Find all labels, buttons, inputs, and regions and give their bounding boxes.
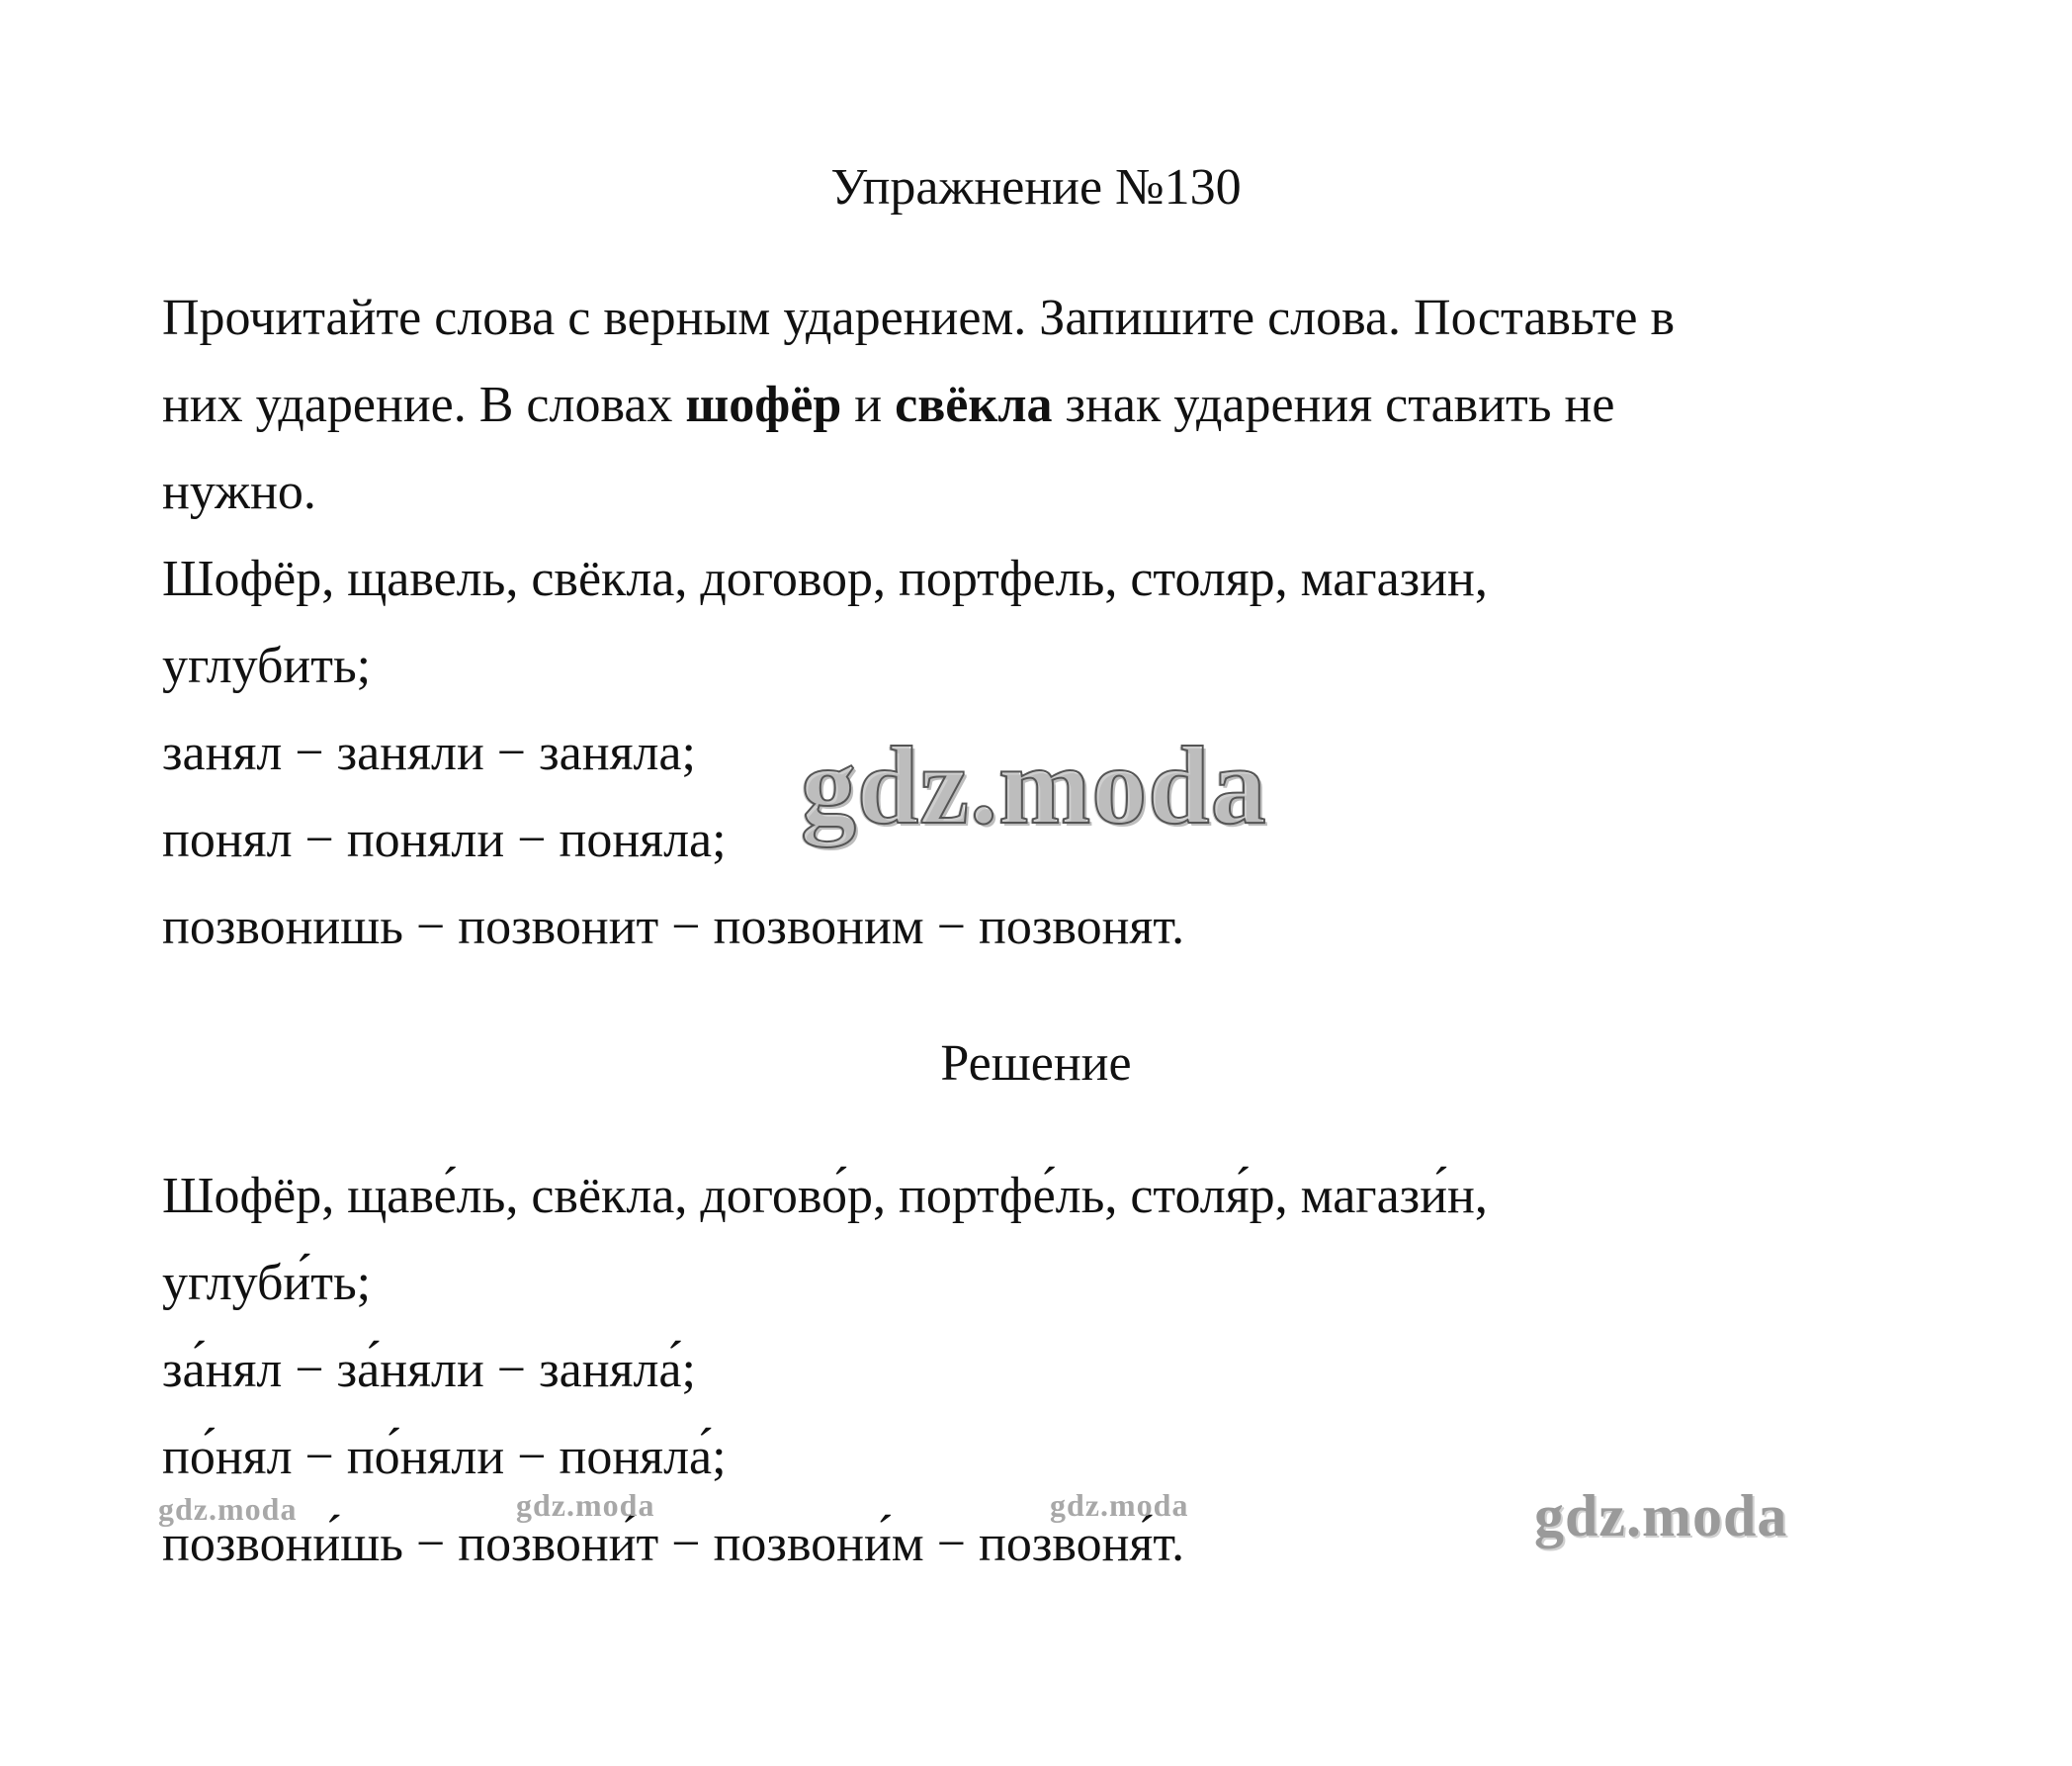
watermark-logo: gdz.moda bbox=[801, 725, 1267, 847]
solution-line: по́нял − по́няли − поняла́; bbox=[162, 1429, 727, 1485]
exercise-title: Упражнение №130 bbox=[830, 159, 1242, 216]
solution-line: позвони́шь − позвони́т − позвони́м − позвоня́т. bbox=[162, 1516, 1185, 1572]
solution-title: Решение bbox=[940, 1035, 1132, 1092]
watermark-logo: gdz.moda bbox=[516, 1487, 655, 1523]
word-list-line: понял − поняли − поняла; bbox=[162, 812, 727, 868]
task-line-2-end: знак ударения ставить не bbox=[1052, 377, 1615, 433]
task-line-2 bbox=[162, 376, 1614, 435]
task-line-2-conj: и bbox=[841, 377, 896, 433]
watermark-logo: gdz.moda bbox=[1534, 1483, 1788, 1548]
watermark-logo: gdz.moda bbox=[158, 1491, 298, 1527]
word-list-line: занял − заняли − заняла; bbox=[162, 725, 696, 781]
task-line-2-start: них ударение. В словах bbox=[162, 377, 686, 433]
bold-word-shofer: шофёр bbox=[685, 377, 842, 433]
bold-word-svekla: свёкла bbox=[895, 377, 1053, 433]
solution-line: Шофёр, щаве́ль, свёкла, догово́р, портфе́ль, столя́р, магази́н, bbox=[162, 1168, 1488, 1224]
watermark-logo: gdz.moda bbox=[1050, 1487, 1189, 1523]
task-line-1: Прочитайте слова с верным ударением. Запишите слова. Поставьте в bbox=[162, 290, 1676, 346]
solution-line: за́нял − за́няли − заняла́; bbox=[162, 1342, 696, 1398]
word-list-line: углубить; bbox=[162, 638, 372, 694]
solution-line: углуби́ть; bbox=[162, 1255, 372, 1311]
word-list-line: Шофёр, щавель, свёкла, договор, портфель, столяр, магазин, bbox=[162, 551, 1488, 607]
word-list-line: позвонишь − позвонит − позвоним − позвонят. bbox=[162, 899, 1185, 955]
task-line-3: нужно. bbox=[162, 464, 316, 520]
